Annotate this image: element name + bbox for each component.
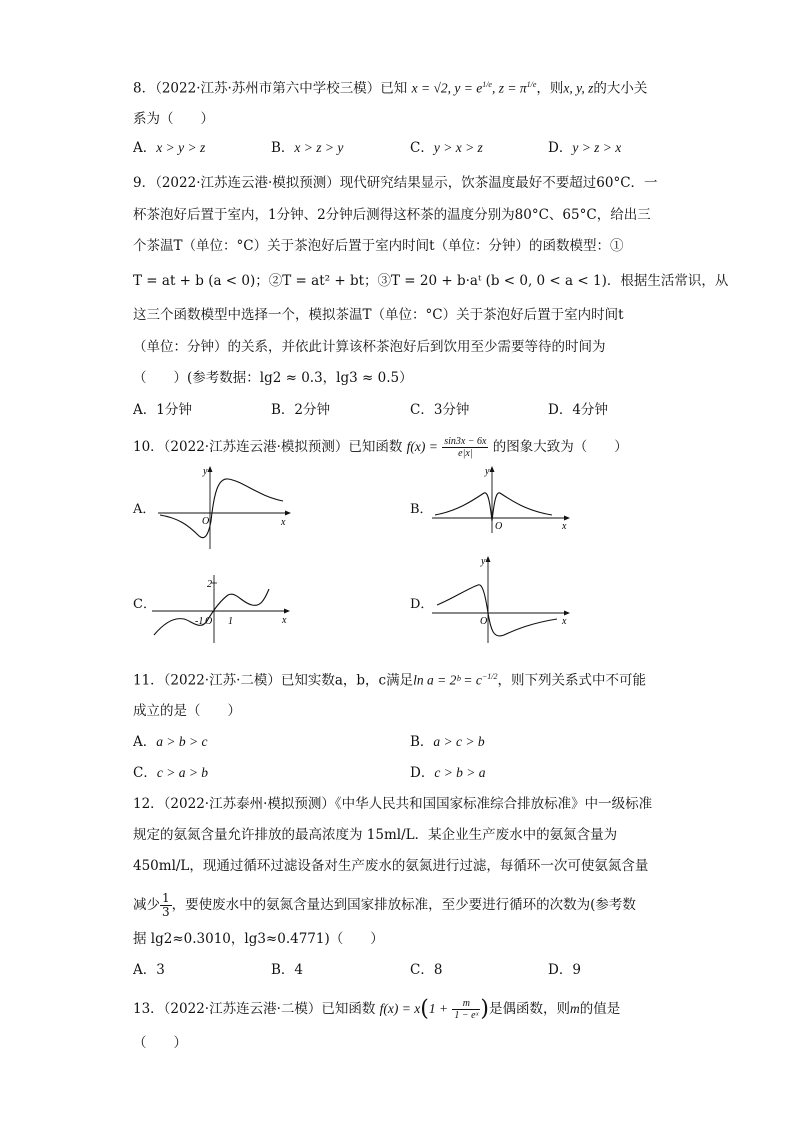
q11-stem: 11．（2022·江苏·二模）已知实数a，b，c满足ln a = 2ᵇ = $c^{-1/2}$，则下列关系式中不可能 xyxy=(133,672,646,689)
origin-label: O xyxy=(480,616,488,627)
q8-option-c[interactable]: C．y > x > z xyxy=(410,140,483,156)
q11-stem-line2: 成立的是（ ） xyxy=(133,703,241,719)
axis-label-x: x xyxy=(562,616,567,627)
axis-label-x: x xyxy=(562,521,567,532)
q11-option-a[interactable]: A．a > b > c xyxy=(133,734,208,750)
tick-label-1: 1 xyxy=(228,616,233,627)
q8-option-a[interactable]: A．x > y > z xyxy=(133,140,206,156)
q8-stem: 8．（2022·江苏·苏州市第六中学校三模）已知 x = √2, $y = e^{1/e}$, $z = \pi^{1/e}$，则x, y, z的大小关 xyxy=(133,80,648,97)
q8-option-d[interactable]: D．y > z > x xyxy=(548,140,622,156)
q9-line-5: 这三个函数模型中选择一个，模拟茶温T（单位：°C）关于茶泡好后置于室内时间t xyxy=(133,307,624,323)
q9-line-6: （单位：分钟）的关系，并依此计算该杯茶泡好后到饮用至少需要等待的时间为 xyxy=(133,339,606,355)
q10-option-b[interactable]: B． xyxy=(410,502,433,517)
q10-option-c[interactable]: C． xyxy=(133,597,156,612)
q12-option-c[interactable]: C．8 xyxy=(410,962,443,978)
curve xyxy=(160,479,283,538)
q8-stem-line2: 系为（ ） xyxy=(133,111,214,127)
q12-line-5: 据 lg2≈0.3010，lg3≈0.4771)（ ） xyxy=(133,931,384,947)
q10-graph-d xyxy=(432,553,572,643)
q12-line-1: 12．（2022·江苏泰州·模拟预测）《中华人民共和国国家标准综合排放标准》中一级标准 xyxy=(133,796,653,812)
q11-option-d[interactable]: D．c > b > a xyxy=(410,765,486,781)
origin-label: O xyxy=(202,516,210,527)
q9-line-2: 杯茶泡好后置于室内，1分钟、2分钟后测得这杯茶的温度分别为80°C、65°C，给出三 xyxy=(133,207,651,223)
tick-label-neg1: -1 xyxy=(195,616,204,627)
tick-label-2: 2 xyxy=(207,579,212,590)
q10-stem: 10．（2022·江苏连云港·模拟预测）已知函数 f(x) = $\frac{\sin 3x - 6x}{e|x|}$ 的图象大致为（ ） xyxy=(133,436,628,459)
q12-option-a[interactable]: A．3 xyxy=(133,962,165,978)
q10-option-a[interactable]: A． xyxy=(133,502,156,517)
q11-option-b[interactable]: B．a > c > b xyxy=(410,734,485,750)
q9-line-1: 9．（2022·江苏连云港·模拟预测）现代研究结果显示，饮茶温度最好不要超过60°C．一 xyxy=(133,175,658,191)
q12-option-b[interactable]: B．4 xyxy=(271,962,304,978)
axis-label-y: y xyxy=(481,556,486,567)
q9-line-7: （ ）(参考数据：lg2 ≈ 0.3，lg3 ≈ 0.5） xyxy=(133,370,413,386)
axis-label-x: x xyxy=(281,517,286,528)
curve xyxy=(154,589,269,635)
q8-option-b[interactable]: B．x > z > y xyxy=(271,140,344,156)
q12-line-4: 减少 $\frac{1}{3}$ ，要使废水中的氨氮含量达到国家排放标准，至少要进行循环的次数为(参考数 xyxy=(133,891,636,919)
q12-option-d[interactable]: D．9 xyxy=(548,962,581,978)
q9-option-d[interactable]: D．4分钟 xyxy=(548,402,608,418)
q11-option-c[interactable]: C．c > a > b xyxy=(133,765,209,781)
origin-label: O xyxy=(495,521,503,532)
curve xyxy=(437,585,557,636)
q12-line-2: 规定的氨氮含量允许排放的最高浓度为 15ml/L．某企业生产废水中的氨氮含量为 xyxy=(133,827,618,843)
q9-line-3: 个茶温T（单位：°C）关于茶泡好后置于室内时间t（单位：分钟）的函数模型：① xyxy=(133,238,624,254)
q10-graph-c xyxy=(152,573,292,643)
q10-graph-a xyxy=(158,463,293,549)
q13-stem: 13．（2022·江苏连云港·二模）已知函数 f(x) = x(1 + $\frac{m}{\text{1 − eˣ}}$ )是偶函数，则m的值是 xyxy=(133,996,621,1022)
q9-line-4: T = at + b (a < 0)；②T = at² + bt；③T = 20 + b·aᵗ (b < 0, 0 < a < 1)．根据生活常识，从 xyxy=(133,273,729,289)
q12-line-3: 450ml/L，现通过循环过滤设备对生产废水的氨氮进行过滤，每循环一次可使氨氮含量 xyxy=(133,858,649,874)
origin-label: O xyxy=(205,616,213,627)
q10-graph-b xyxy=(432,463,572,533)
q9-option-a[interactable]: A．1分钟 xyxy=(133,402,192,418)
axis-label-y: y xyxy=(203,466,208,477)
q10-option-d[interactable]: D． xyxy=(410,597,434,612)
axis-label-x: x xyxy=(282,615,287,626)
q9-option-c[interactable]: C．3分钟 xyxy=(410,402,470,418)
axis-label-y: y xyxy=(485,466,490,477)
q9-option-b[interactable]: B．2分钟 xyxy=(271,402,331,418)
q13-stem-line2: （ ） xyxy=(133,1035,187,1051)
curve xyxy=(435,493,552,521)
